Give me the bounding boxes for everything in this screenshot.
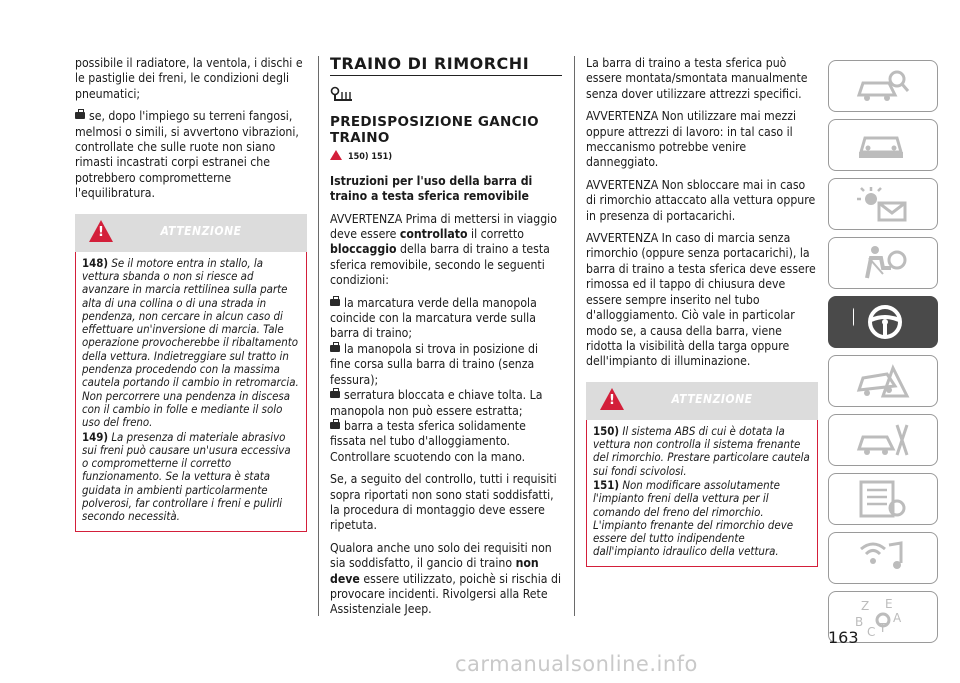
section-title: TRAINO DI RIMORCHI (330, 56, 562, 76)
warning-item: 150) Il sistema ABS di cui è dotata la vettura non controlla il sistema frenante del rimorchio. Prestare particolare cautela sui fondi scivolosi. (593, 423, 810, 478)
svg-text:B: B (855, 615, 864, 629)
subsection-title: PREDISPOSIZIONE GANCIO TRAINO (330, 114, 539, 147)
paragraph: AVVERTENZA In caso di marcia senza rimorchio (oppure senza portacarichi), la barra di traino a testa sferica deve essere rimossa ed il tappo di chiusura deve essere sempre inserito nel tubo d'alloggiamento. Ciò vale in particolar modo se, a causa della barra, viene ridotta la visibilità della targa oppure dell'impianto di illuminazione. (586, 231, 816, 369)
car-breakdown-icon (853, 360, 913, 402)
warning-box (75, 252, 307, 532)
tab-safety[interactable] (828, 237, 938, 289)
paragraph: AVVERTENZA Prima di mettersi in viaggio deve essere controllato il corretto bloccaggio della barra di traino a testa sferica removibile, secondo le seguenti condizioni: (330, 211, 557, 288)
tab-emergency[interactable] (828, 355, 938, 407)
page-number: 163 (828, 628, 859, 647)
watermark: carmanualsonline.info (455, 652, 698, 676)
tow-hitch-icon (330, 86, 562, 104)
svg-text:C: C (867, 625, 876, 638)
car-magnifier-icon (853, 65, 913, 107)
svg-text:Z: Z (861, 599, 870, 613)
warning-title: ATTENZIONE (160, 223, 242, 238)
list-item: la manopola si trova in posizione di fine corsa sulla barra di traino (senza fessura); (330, 341, 538, 387)
warning-item: 148) Se il motore entra in stallo, la vettura sbanda o non si riesce ad avanzare in marcia rettilinea sulla parte alta di una collina o di una strada in pendenza, non cercare in alcun caso di effettuare un'inversione di marcia. Tale operazione provocherebbe il ribaltamento della vettura. Indietreggiare sul tratto in pendenza procedendo con la massima cautela portando il cambio in retromarcia. Non percorrere una pendenza in discesa con il cambio in folle e mediante il solo uso del freno. (82, 255, 299, 430)
tab-car-front[interactable] (828, 119, 938, 171)
technical-data-icon (853, 478, 913, 520)
multimedia-icon (853, 537, 913, 579)
tab-warning-lights[interactable] (828, 178, 938, 230)
car-front-icon (853, 124, 913, 166)
intro-paragraph: possibile il radiatore, la ventola, i dischi e le pastiglie dei freni, le condizioni degli pneumatici; (75, 56, 303, 101)
warning-title: ATTENZIONE (671, 391, 753, 406)
column-divider (574, 56, 575, 616)
column-1 (75, 56, 307, 532)
bullet-icon (330, 422, 340, 429)
column-divider (318, 56, 319, 616)
warning-refs: 150) 151) (330, 150, 562, 165)
instruction-heading: Istruzioni per l'uso della barra di traino a testa sferica removibile (330, 173, 533, 204)
maintenance-tools-icon (853, 419, 913, 461)
chapter-tabs (828, 60, 936, 650)
tab-car-magnifier[interactable] (828, 60, 938, 112)
tab-maintenance[interactable] (828, 414, 938, 466)
warning-box (586, 420, 818, 567)
warning-triangle-icon (330, 150, 342, 160)
warning-light-icon (853, 183, 913, 225)
warning-header (75, 214, 307, 252)
list-item: serratura bloccata e chiave tolta. La manopola non può essere estratta; (330, 388, 543, 418)
seatbelt-airbag-icon (853, 242, 913, 284)
list-item: se, dopo l'impiego su terreni fangosi, melmosi o simili, si avvertono vibrazioni, controllate che sulle ruote non siano rimasti incastrati corpi estranei che potrebbero comprometterne l'equilibratura. (75, 109, 299, 201)
steering-key-icon (853, 301, 913, 343)
bullet-icon (330, 299, 340, 306)
svg-text:E: E (885, 597, 893, 611)
warning-item: 151) Non modificare assolutamente l'impianto freni della vettura per il comando del freno del rimorchio. L'impianto frenante del rimorchio deve essere del tutto indipendente dall'impianto idraulico della vettura. (593, 477, 794, 559)
svg-text:A: A (893, 611, 902, 625)
svg-text:T: T (879, 621, 887, 635)
index-letters-icon (853, 596, 913, 638)
paragraph: La barra di traino a testa sferica può essere montata/smontata manualmente senza dover utilizzare attrezzi specifici. (586, 56, 808, 101)
bullet-icon (330, 391, 340, 398)
list-item: barra a testa sferica solidamente fissata nel tubo d'alloggiamento. Controllare scuotendo con la mano. (330, 418, 526, 464)
bullet-icon (330, 345, 340, 352)
paragraph: AVVERTENZA Non sbloccare mai in caso di rimorchio attaccato alla vettura oppure in presenza di portacarichi. (586, 177, 816, 223)
tab-starting-driving[interactable] (828, 296, 938, 348)
list-item: la marcatura verde della manopola coincide con la marcatura verde sulla barra di traino; (330, 295, 537, 341)
tab-multimedia[interactable] (828, 532, 938, 584)
warning-header (586, 382, 818, 420)
bullet-icon (75, 112, 85, 119)
paragraph: Se, a seguito del controllo, tutti i requisiti sopra riportati non sono stati soddisfatti, la procedura di montaggio deve essere ripetuta. (330, 472, 557, 533)
tab-technical-data[interactable] (828, 473, 938, 525)
column-2 (330, 56, 562, 625)
column-3 (586, 56, 818, 567)
paragraph: Qualora anche uno solo dei requisiti non sia soddisfatto, il gancio di traino non deve essere utilizzato, poichè si rischia di provocare incidenti. Rivolgersi alla Rete Assistenziale Jeep. (330, 540, 561, 617)
warning-item: 149) La presenza di materiale abrasivo sui freni può causare un'usura eccessiva o comprometterne il corretto funzionamento. Se la vettura è stata guidata in ambienti particolarmente polverosi, far controllare i freni e pulirli secondo necessità. (82, 429, 291, 524)
paragraph: AVVERTENZA Non utilizzare mai mezzi oppure attrezzi di lavoro: in tal caso il meccanismo potrebbe venire danneggiato. (586, 109, 797, 170)
